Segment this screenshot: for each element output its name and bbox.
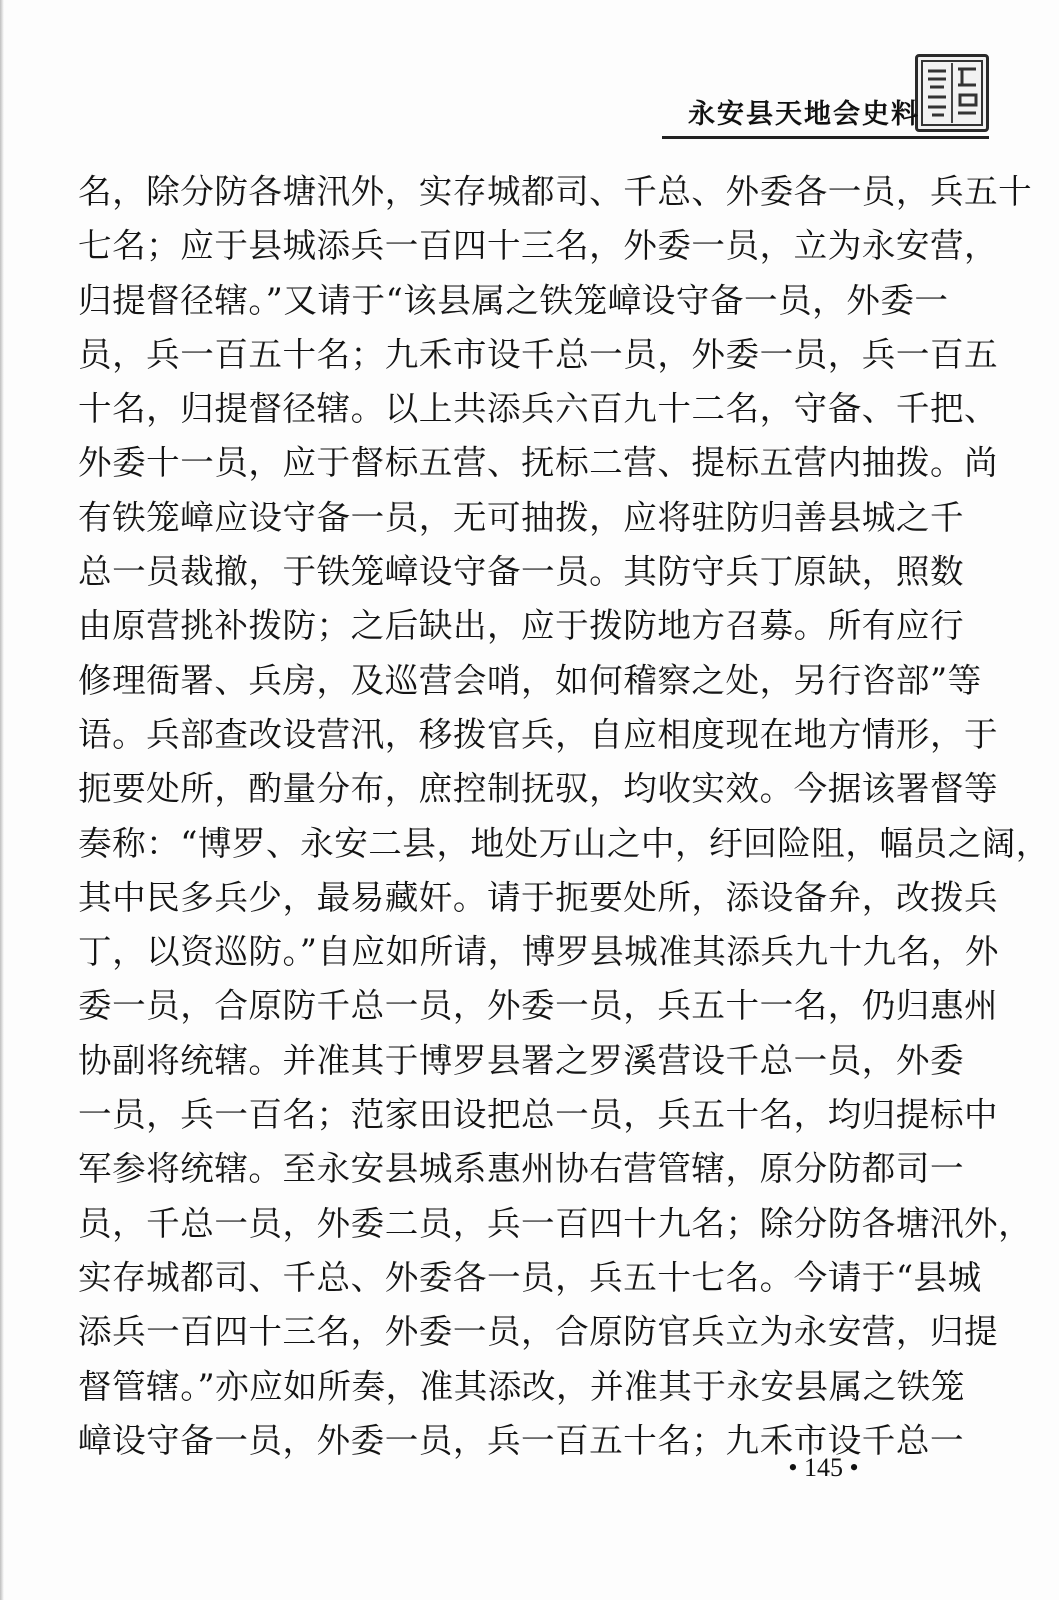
text-line: 七名；应于县城添兵一百四十三名，外委一员，立为永安营， (78, 226, 999, 266)
text-line: 嶂设守备一员，外委一员，兵一百五十名；九禾市设千总一 (78, 1420, 965, 1460)
text-line: 由原营挑补拨防；之后缺出，应于拨防地方召募。所有应行 (78, 606, 965, 646)
text-line: 军参将统辖。至永安县城系惠州协右营管辖，原分防都司一 (78, 1149, 965, 1189)
seal-logo (915, 54, 989, 132)
seal-logo-graphic (918, 57, 986, 129)
text-line: 扼要处所，酌量分布，庶控制抚驭，均收实效。今据该署督等 (78, 769, 999, 809)
page-binding-edge (0, 0, 4, 1600)
text-line: 添兵一百四十三名，外委一员，合原防官兵立为永安营，归提 (78, 1312, 999, 1352)
text-line: 员，兵一百五十名；九禾市设千总一员，外委一员，兵一百五 (78, 334, 999, 374)
text-line: 其中民多兵少，最易藏奸。请于扼要处所，添设备弁，改拨兵 (78, 877, 999, 917)
text-line: 有铁笼嶂应设守备一员，无可抽拨，应将驻防归善县城之千 (78, 497, 965, 537)
body-text (78, 165, 1050, 1468)
page-number: • 145 • (788, 1453, 859, 1482)
text-line: 归提督径辖。”又请于“该县属之铁笼嶂设守备一员，外委一 (78, 280, 949, 320)
running-header-title: 永安县天地会史料 (688, 99, 920, 130)
text-line: 名，除分防各塘汛外，实存城都司、千总、外委各一员，兵五十 (78, 172, 1033, 211)
text-line: 督管辖。”亦应如所奏，准其添改，并准其于永安县属之铁笼 (78, 1366, 965, 1406)
text-line: 总一员裁撤，于铁笼嶂设守备一员。其防守兵丁原缺，照数 (78, 552, 965, 592)
text-line: 外委十一员，应于督标五营、抚标二营、提标五营内抽拨。尚 (78, 443, 999, 483)
text-line: 十名，归提督径辖。以上共添兵六百九十二名，守备、千把、 (78, 389, 999, 429)
text-line: 修理衙署、兵房，及巡营会哨，如何稽察之处，另行咨部”等 (78, 660, 982, 700)
text-line: 丁，以资巡防。”自应如所请，博罗县城准其添兵九十九名，外 (78, 932, 999, 972)
text-line: 一员，兵一百名；范家田设把总一员，兵五十名，均归提标中 (78, 1095, 999, 1135)
text-line: 奏称：“博罗、永安二县，地处万山之中，纡回险阻，幅员之阔， (78, 823, 1050, 863)
text-line: 协副将统辖。并准其于博罗县署之罗溪营设千总一员，外委 (78, 1040, 965, 1080)
text-line: 员，千总一员，外委二员，兵一百四十九名；除分防各塘汛外， (78, 1203, 1033, 1243)
text-line: 语。兵部查改设营汛，移拨官兵，自应相度现在地方情形，于 (78, 714, 999, 754)
text-line: 实存城都司、千总、外委各一员，兵五十七名。今请于“县城 (78, 1257, 982, 1297)
text-line: 委一员，合原防千总一员，外委一员，兵五十一名，仍归惠州 (78, 986, 999, 1026)
header-rule (662, 136, 989, 139)
